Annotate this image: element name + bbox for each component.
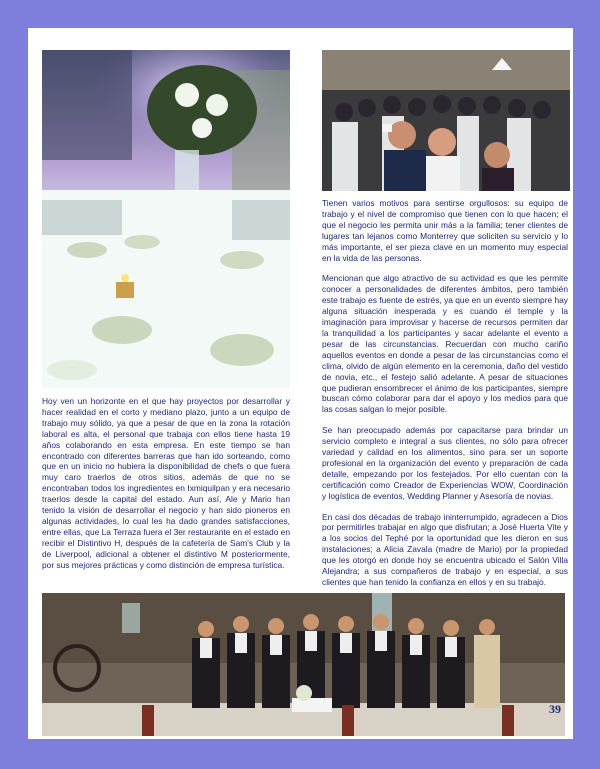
- magazine-page: [28, 28, 573, 739]
- staff-group-photo: [42, 593, 565, 736]
- right-paragraph-1: Tienen varios motivos para sentirse orgullosos: su equipo de trabajo y el nivel de compromiso que tienen con lo que hacen; el que el negocio les permita unir más a la familia; tener clientes de lugares tan lejanos como Monterrey que soliciten su servicio y lo más importante, el ser pieza clave en un momento muy especial en la vida de las personas.: [322, 198, 568, 263]
- right-paragraph-4: En casi dos décadas de trabajo ininterrumpido, agradecen a Dios por permitirles trabajar en algo que disfrutan; a José Huerta Vite y a los socios del Tephé por la oportunidad que les dieron en sus instalaciones; a Alicia Zavala (madre de Mario) por la propiedad que les otorgó en donde hoy se encuentra ubicado el Salón Villa Alejandra; a sus compañeros de trabajo y en especial, a sus clientes que han tenido la confianza en ellos y en su trabajo.: [322, 511, 568, 587]
- team-selfie-photo: [322, 50, 570, 191]
- left-column-text: [42, 396, 290, 581]
- table-setting-photo: [42, 50, 290, 388]
- right-column-text: [322, 198, 568, 598]
- right-paragraph-3: Se han preocupado además por capacitarse para brindar un servicio completo e integral a sus clientes, no sólo para ofrecer variedad y calidad en los alimentos, sino para ser un soporte profesional en la organización del evento y preparación de cada detalle, empezando por los festejados. Por ello cuentan con la certificación como Creador de Experiencias WOW, Coordinación y logística de eventos, Wedding Planner y Asesoría de novias.: [322, 425, 568, 501]
- left-paragraph-1: Hoy ven un horizonte en el que hay proyectos por desarrollar y hacer realidad en el corto y mediano plazo, junto a un equipo de trabajo muy sólido, ya que a pesar de que en la zona la rotación laboral es alta, el personal que trabaja con ellos tiene hasta 19 años colaborando en esta empresa. En este tiempo se han encontrado con diferentes barreras que han ido sorteando, como que en un inicio no hubiera la disponibilidad de chefs o que fuera muy caro traerlos de otros sitios, además de que no se encontraban todos los ingredientes en Ixmiquilpan y era necesario traerlos desde la capital del estado. Aun así, Ale y Mario han tenido la visión de desarrollar el negocio y han sido pioneros en algunas actividades, lo cual les ha dado grandes satisfacciones, entre ellas, que La Terraza fuera el 3er restaurante en el estado en recibir el Distintivo H, después de la cafetería de Sam's Club y la de Liverpool, adicional a obtener el distintivo M posteriormente, por sus mejores prácticas y como distinción de empresa turística.: [42, 396, 290, 570]
- right-paragraph-2: Mencionan que algo atractivo de su actividad es que les permite conocer a personalidades de diferentes ámbitos, pero también este trabajo es fuente de estrés, ya que en un evento siempre hay alguna situación inesperada y es cuando el temple y la imaginación para improvisar y hacerse de recursos permiten dar la tranquilidad a los participantes y sacar adelante el evento a pesar de las circunstancias. Recuerdan con mucho cariño aquellos eventos en donde a pesar de las circunstancias como el clima, olvido de algún elemento en la ceremonia, daño del vestido de novia, etc., el festejo salió adelante. A pesar de situaciones que pudieran ensombrecer el ánimo de los participantes, siempre buscan cómo colaborar para dar el apoyo y los medios para que las cosas salgan lo mejor posible.: [322, 273, 568, 415]
- page-number: 39: [549, 702, 561, 716]
